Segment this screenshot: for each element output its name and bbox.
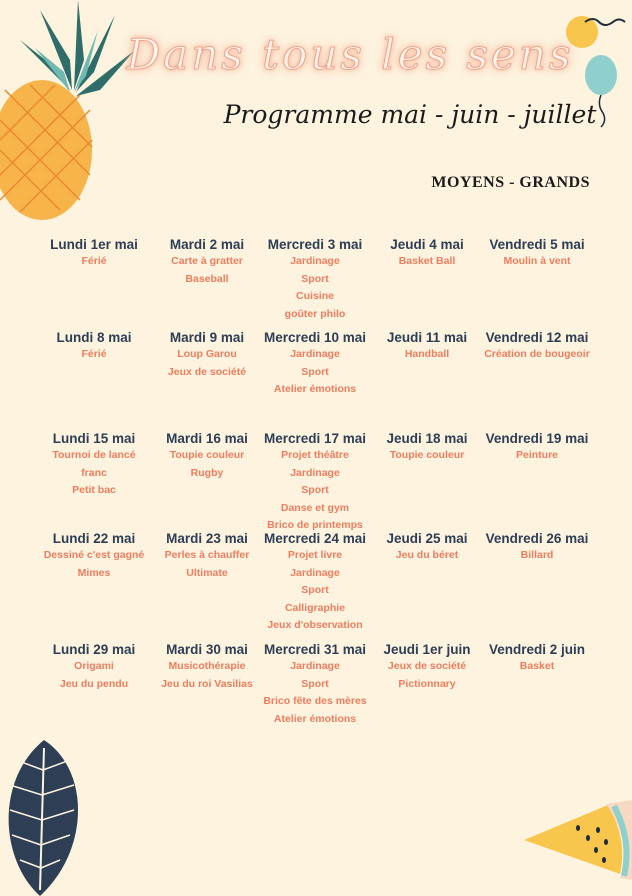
activity-item: Atelier émotions [273, 383, 357, 396]
activity-item: Jeu du béret [395, 549, 459, 561]
activity-item: Ultimate [186, 566, 228, 579]
day-column [472, 641, 602, 676]
day-title: Mardi 9 mai [169, 330, 245, 345]
activity-item: Loup Garou [177, 348, 237, 360]
activity-item: Sport [301, 365, 329, 378]
activity-item: Dessiné c'est gagné [43, 549, 145, 561]
day-column [250, 236, 380, 323]
day-column [472, 530, 602, 565]
day-title: Lundi 29 mai [52, 642, 136, 657]
activity-item: Mimes [77, 566, 111, 579]
day-title: Mercredi 17 mai [263, 431, 367, 446]
activity-item: Jeux de société [167, 365, 247, 378]
activity-item: Baseball [185, 272, 229, 285]
activity-item: Carte à gratter [171, 255, 243, 267]
activity-item: Projet théâtre [281, 449, 349, 461]
activity-item: Basket [519, 660, 555, 672]
activity-item: Sport [301, 677, 329, 690]
activity-item: Cuisine [296, 290, 334, 303]
day-column [250, 329, 380, 399]
day-title: Lundi 1er mai [50, 237, 138, 252]
day-title: Mardi 30 mai [166, 642, 248, 657]
watermelon-icon [518, 800, 632, 896]
day-title: Jeudi 1er juin [383, 642, 471, 657]
activity-item: Férié [81, 348, 107, 360]
activity-item: Petit bac [72, 484, 116, 497]
activity-item: Atelier émotions [273, 712, 357, 725]
activity-item: Toupie couleur [169, 449, 245, 461]
day-column [29, 430, 159, 500]
day-title: Mardi 2 mai [169, 237, 245, 252]
day-title: Mercredi 10 mai [263, 330, 367, 345]
activity-item: Brico fête des mères [263, 695, 367, 708]
activity-item: Sport [301, 584, 329, 597]
day-title: Lundi 8 mai [56, 330, 132, 345]
page-subtitle: Programme mai - juin - juillet [223, 100, 597, 129]
day-column [29, 641, 159, 693]
leaf-icon [0, 740, 90, 896]
activity-item: Brico de printemps [267, 519, 363, 532]
activity-item: Tournoi de lancé [52, 449, 136, 461]
page-title: Dans tous les sens [126, 30, 574, 79]
day-title: Jeudi 4 mai [390, 237, 464, 252]
activity-item: Rugby [190, 466, 224, 479]
day-title: Lundi 22 mai [52, 531, 136, 546]
group-label: MOYENS - GRANDS [431, 174, 590, 191]
day-column [250, 641, 380, 728]
activity-item: Peinture [515, 449, 558, 461]
activity-item: Toupie couleur [389, 449, 465, 461]
activity-item: Origami [74, 660, 114, 672]
activity-item: Calligraphie [284, 601, 346, 614]
day-title: Mercredi 31 mai [263, 642, 367, 657]
day-column [472, 430, 602, 465]
activity-item: Jardinage [290, 466, 340, 479]
activity-item: Férié [81, 255, 107, 267]
day-title: Mercredi 3 mai [267, 237, 363, 252]
activity-item: Danse et gym [280, 501, 350, 514]
activity-item: Jardinage [290, 255, 340, 267]
day-column [29, 530, 159, 582]
activity-item: franc [81, 466, 107, 479]
day-title: Lundi 15 mai [52, 431, 136, 446]
activity-item: Pictionnary [398, 677, 456, 690]
activity-item: Sport [301, 272, 329, 285]
day-column [29, 236, 159, 271]
day-column [472, 236, 602, 271]
activity-item: Création de bougeoir [484, 348, 590, 360]
activity-item: Handball [404, 348, 450, 360]
day-title: Vendredi 19 mai [485, 431, 589, 446]
day-title: Mardi 23 mai [166, 531, 248, 546]
activity-item: Jardinage [290, 348, 340, 360]
activity-item: Musicothérapie [168, 660, 246, 672]
activity-item: Sport [301, 484, 329, 497]
activity-item: Moulin à vent [503, 255, 571, 267]
activity-item: Perles à chauffer [164, 549, 250, 561]
activity-item: Jeu du roi Vasilias [161, 677, 253, 690]
activity-item: Billard [520, 549, 554, 561]
day-column [29, 329, 159, 364]
activity-item: Jardinage [290, 660, 340, 672]
activity-item: goûter philo [284, 307, 346, 320]
day-column [472, 329, 602, 364]
day-title: Vendredi 12 mai [485, 330, 589, 345]
day-title: Mardi 16 mai [166, 431, 248, 446]
pineapple-icon [0, 0, 140, 225]
day-title: Jeudi 11 mai [386, 330, 468, 345]
day-title: Jeudi 25 mai [386, 531, 468, 546]
day-title: Vendredi 26 mai [485, 531, 589, 546]
activity-item: Jeux de société [387, 660, 467, 672]
activity-item: Jardinage [290, 566, 340, 579]
activity-item: Jeu du pendu [59, 677, 129, 690]
activity-item: Jeux d'observation [267, 619, 363, 632]
day-column [250, 430, 380, 535]
day-title: Vendredi 5 mai [489, 237, 585, 252]
day-title: Vendredi 2 juin [488, 642, 586, 657]
day-column [250, 530, 380, 635]
activity-item: Projet livre [287, 549, 343, 561]
day-title: Jeudi 18 mai [386, 431, 468, 446]
day-title: Mercredi 24 mai [263, 531, 367, 546]
activity-item: Basket Ball [398, 255, 456, 267]
